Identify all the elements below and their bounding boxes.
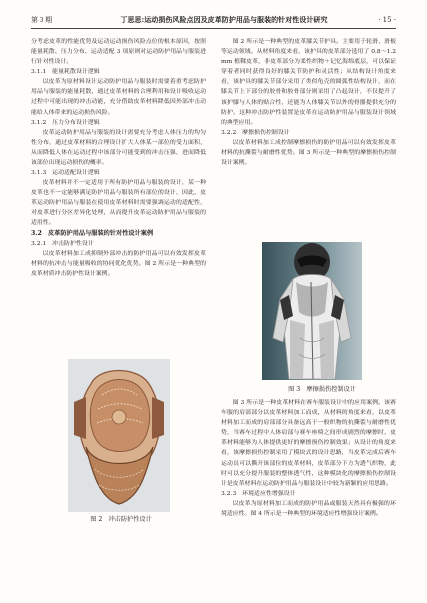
left-column [31, 37, 206, 279]
section-3-2-3-paragraph: 以皮革为原材料加工而成的防护用品或服装天然具有极强的环境适应性。图 4 所示是一种典型的环境适应性增强设计案例。 [221, 500, 396, 517]
knee-pad-figure [68, 359, 170, 512]
knee-pad-center-dome [112, 410, 126, 424]
section-3-2-title: 3.2 皮革防护用品与服装的针对性设计案例 [31, 229, 154, 237]
section-3-2-2-title: 3.2.2 摩擦损伤控制设计 [221, 129, 290, 136]
page-number: · 15 · [378, 16, 396, 24]
running-header [31, 14, 396, 29]
figure-3-caption: 图 3 摩擦损伤控制设计 [288, 386, 356, 393]
racing-suit-description: 图 3 所示是一种皮革材料在赛车服装设计中的应用案例。该赛车服的肩部部分以皮革材料加工而成，从材料的角度来看，以皮革材料加工而成的肩部部分具备远高于一般织物的抗撕裂与耐磨性优势，当赛车过程中人体肩部与赛车座椅之间形成剧烈的摩擦时，皮革材料能够为人体提供更好的摩擦损伤控制效果；从设计的角度来看，该摩擦损伤控制采用了模块式的设计思路，当皮革完成后赛车运动员可以撕开该部位的皮革材料，皮革部分下方为透气织物，此时可以充分提升服装的整体透气性，这种模块化的摩擦损伤控制设计是皮革材料在运动防护用品与服装设计中较为新颖的应用思路。 [221, 400, 396, 487]
right-column [221, 37, 396, 168]
section-3-2-2-paragraph: 以皮革材料加工成控制摩擦损伤的防护用品可以有效发挥皮革材料的抗撕裂与耐磨性优势。图 3 所示是一种典型的摩擦损伤控制设计案例。 [221, 139, 396, 167]
figure-2-caption: 图 2 冲击防护性设计 [90, 516, 152, 523]
knee-pad-description: 图 2 所示是一种典型的皮革膝关节护具。主要用于轮滑、滑板等运动领域。从材料角度来看，该护具的皮革部分选用了 0.8～1.2 mm 植鞣皮革，非皮革部分为柔性织物＋记忆海绵底层，可以保证穿着者同时获得良好的膝关节防护和灵活性；从结构设计角度来看，该护具的膝关节部分采用了类似龟壳的圆弧性结构设计，而在膝关节上下部分的胶骨和胶骨部分则采用了凸起设计，不仅提升了该护膝与人体的贴合性，还能为人体膝关节以外的骨骼提供充分的防护。这种冲击防护性装置是皮革在运动防护用品与服装设计领域的典型应用。 [221, 39, 396, 126]
section-3-1-1-paragraph: 以皮革为原材料设计运动防护用品与服装时需要着重考虑防护用品与服装的能量耗散，通过皮革材料的合理利用和设计吸收运动过程中可能出现的冲击动能，充分借助皮革材料降低因外部冲击动能给人体带来的运动损伤风险。 [31, 79, 206, 116]
section-3-1-3-paragraph: 皮革材料并不一定适用于所有防护用品与服装的设计，某一种皮革也不一定能够满足防护用品与服装所有部位的设计，因此，皮革运动防护用品与服装在使用皮革材料时需要强调运动的适配性，对皮革进行分区差异化处理，从而提升皮革运动防护用品与服装的适用性。 [31, 180, 206, 227]
section-3-2-1-title: 3.2.1 冲击防护性设计 [31, 240, 94, 247]
motorcycle-suit-figure [262, 242, 362, 380]
issue-label: 第 3 期 [31, 16, 52, 24]
article-running-title: 丁思思:运动损伤风险点因及皮革防护用品与服装的针对性设计研究 [120, 15, 328, 24]
section-3-2-3-title: 3.2.3 环境适应性增强设计 [221, 490, 296, 497]
left-intro-paragraph: 分考虑皮革的性能优势及运动运动损伤风险点位的根本原因，按照能量耗散、压力分布、运动适配 3 项原则对运动防护用品与服装进行针对性设计。 [31, 39, 206, 66]
section-3-1-2-title: 3.1.2 压力分布设计逻辑 [31, 119, 100, 126]
right-column-lower [221, 398, 396, 519]
section-3-1-2-paragraph: 皮革运动防护用品与服装的设计需要充分考虑人体压力的均匀性分布，通过皮革材料的合理设计扩大人体某一部位的受力面积，从而降低人体在运动过程中该部分可能受到的冲击压强，进而降低该部位出现运动损伤的概率。 [31, 129, 206, 166]
section-3-2-1-paragraph: 以皮革材料加工成抑制外部冲击的防护用品可以有效发挥皮革材料的抗冲击与能量吸收的协同优化优势。图 2 所示是一种典型的皮革材质冲击防护性设计案例。 [31, 250, 206, 278]
section-3-1-1-title: 3.1.1 能量耗散设计逻辑 [31, 69, 100, 76]
section-3-1-3-title: 3.1.3 运动适配设计逻辑 [31, 170, 100, 177]
